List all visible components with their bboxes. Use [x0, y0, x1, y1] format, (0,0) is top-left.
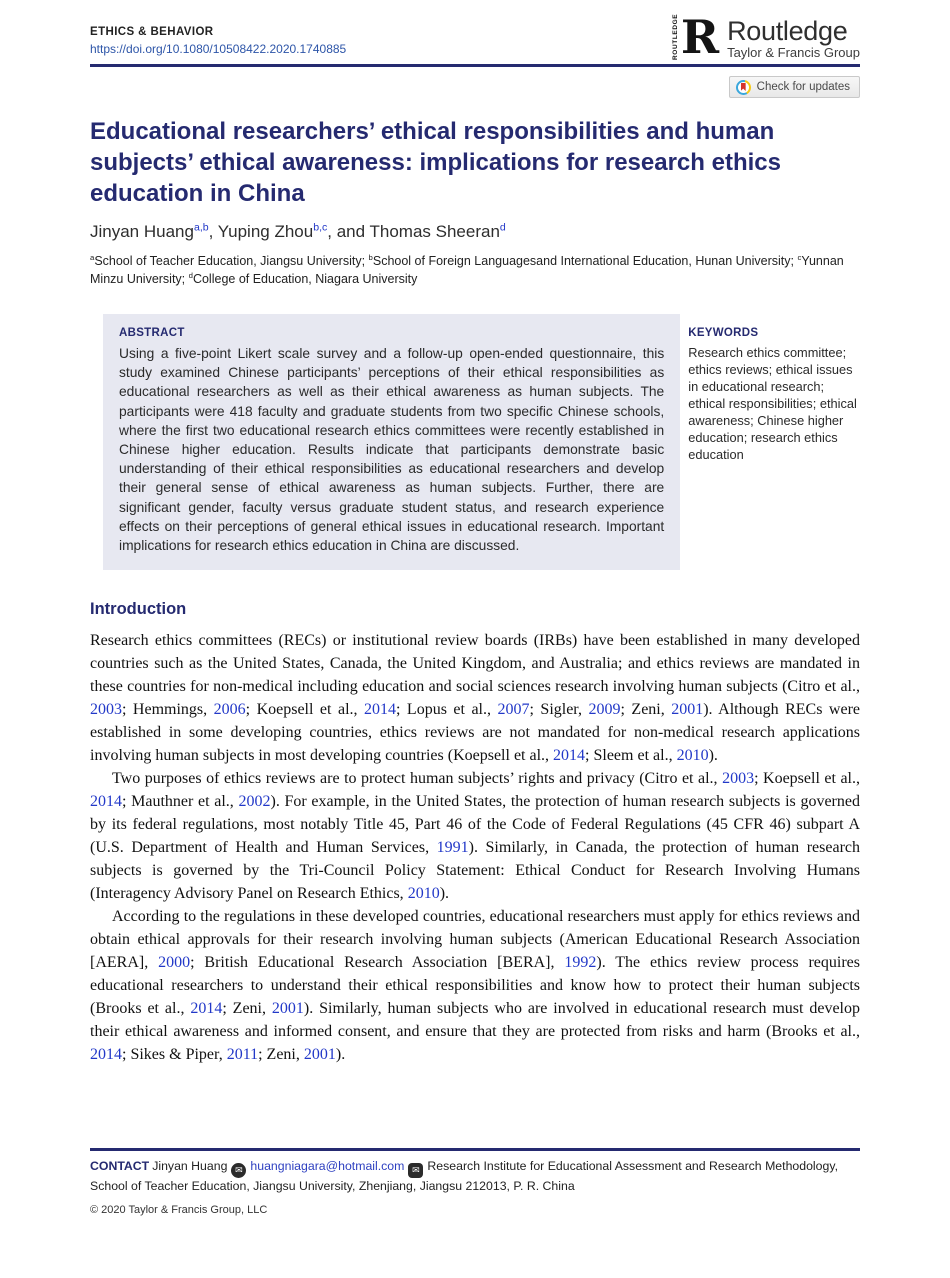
citation-link[interactable]: 2014 [364, 701, 396, 719]
contact-address: Research Institute for Educational Assessment and Research Methodology, School of Teacher Education, Jiangsu University, Zhenjiang, Jiangsu 212013, P. R. China [90, 1158, 838, 1193]
citation-link[interactable]: 2014 [190, 1000, 223, 1018]
text-segment: ). [335, 1046, 346, 1064]
text-segment: a [90, 252, 95, 262]
publisher-logo [672, 10, 860, 64]
citation-link[interactable]: 2006 [213, 701, 246, 719]
citation-link[interactable]: 2003 [722, 770, 755, 788]
text-segment: , Yuping Zhou [208, 222, 314, 241]
citation-link[interactable]: 2001 [271, 1000, 304, 1018]
doi-link[interactable]: https://doi.org/10.1080/10508422.2020.1740885 [90, 42, 347, 56]
citation-link[interactable]: 2007 [497, 701, 530, 719]
address-icon: ✉ [408, 1163, 423, 1178]
journal-name: ETHICS & BEHAVIOR [90, 26, 214, 38]
abstract-label: ABSTRACT [119, 327, 185, 339]
footer [90, 1148, 860, 1216]
text-segment: Two purposes of ethics reviews are to protect human subjects’ rights and privacy (Citro et al., [112, 770, 723, 788]
updates-row [90, 76, 860, 98]
text-segment: ; Sleem et al., [585, 747, 677, 765]
crossmark-icon [736, 80, 751, 95]
text-segment: ). Similarly, human subjects who are involved in educational research must develop their ethical awareness and informed consent, and ensure that they are protected from risks and harm (Brooks et al., [90, 1000, 861, 1041]
text-segment: ; Sigler, [529, 701, 589, 719]
citation-link[interactable]: 2014 [553, 747, 586, 765]
keywords-block [688, 314, 860, 570]
text-segment: ). Similarly, in Canada, the protection of human research subjects is governed by the Tri-Council Policy Statement: Ethical Conduct for Research Involving Humans (Interagency Advisory Panel on Research Ethics, [90, 839, 861, 903]
text-segment: ; Hemmings, [122, 701, 214, 719]
contact-line [90, 1158, 860, 1195]
text-segment: School of Teacher Education, Jiangsu University; [94, 254, 369, 268]
text-segment: ; Koepsell et al., [754, 770, 860, 788]
citation-link[interactable]: a,b [193, 221, 209, 234]
text-segment: d [188, 270, 193, 280]
routledge-vertical-text: ROUTLEDGE [672, 13, 680, 60]
contact-email-link[interactable]: huangniagara@hotmail.com [250, 1158, 405, 1173]
text-segment: , and Thomas Sheeran [327, 222, 500, 241]
text-segment: ). The ethics review process requires educational researchers to understand their ethical responsibilities and know how to protect their human subjects (Brooks et al., [90, 954, 861, 1018]
text-segment: School of Foreign Languagesand International Education, Hunan University; [372, 254, 798, 268]
citation-link[interactable]: 2014 [90, 793, 122, 811]
citation-link[interactable]: 2000 [158, 954, 191, 972]
footer-rule [90, 1148, 860, 1151]
paragraph-3 [90, 905, 860, 1066]
citation-link[interactable]: d [499, 221, 506, 234]
text-segment: ; Sikes & Piper, [122, 1046, 227, 1064]
paragraph-2 [90, 767, 860, 905]
text-segment: ; Zeni, [620, 701, 672, 719]
citation-link[interactable]: 2009 [588, 701, 621, 719]
abstract-box [103, 314, 680, 570]
citation-link[interactable]: 1991 [436, 839, 469, 857]
text-segment: c [797, 252, 802, 262]
text-segment: ; Lopus et al., [396, 701, 498, 719]
header-rule [90, 64, 860, 67]
citation-link[interactable]: b,c [313, 221, 328, 234]
check-for-updates-button[interactable] [729, 76, 860, 98]
copyright: © 2020 Taylor & Francis Group, LLC [90, 1203, 268, 1216]
keywords-label: KEYWORDS [688, 327, 759, 339]
text-segment: Jinyan Huang [90, 222, 194, 241]
author-line [90, 222, 860, 242]
check-for-updates-label: Check for updates [756, 81, 850, 93]
email-icon: ✉ [231, 1163, 246, 1178]
text-segment: Research ethics committees (RECs) or institutional review boards (IRBs) have been established in many developed countries such as the United States, Canada, the United Kingdom, and Australia; and ethics reviews are mandated in these countries for non-medical including education and social sciences research involving human subjects (Citro et al., [90, 632, 860, 696]
text-segment: ; Zeni, [222, 1000, 272, 1018]
affiliations [90, 253, 860, 288]
citation-link[interactable]: 2010 [407, 885, 440, 903]
citation-link[interactable]: 2014 [90, 1046, 122, 1064]
text-segment: ; Zeni, [258, 1046, 304, 1064]
routledge-logo-mark [672, 10, 720, 64]
paragraph-1 [90, 629, 860, 767]
contact-label: CONTACT [90, 1158, 150, 1173]
abstract-text: Using a five-point Likert scale survey and a follow-up open-ended questionnaire, this study examined Chinese participants’ perceptions of their ethical responsibilities as educational researchers as well as their ethical awareness as human subjects. The participants were 418 faculty and graduate students from two specific Chinese schools, where the first two educational research ethics committees were recently established in Chinese higher education. Results indicate that participants demonstrate basic understanding of their ethical responsibilities as educational researchers and develop their general sense of ethical awareness as human subjects. Further, there are significant gender, faculty versus graduate student status, and research experience effects on their perceptions of general ethical issues in educational research. Important implications for research ethics education in China are discussed. [119, 346, 665, 554]
text-segment: ; British Educational Research Association [BERA], [190, 954, 565, 972]
text-segment: ; Koepsell et al., [245, 701, 364, 719]
text-segment: ). Although RECs were established in some developing countries, ethics reviews are not mandated for non-medical research applications involving human subjects in most developing countries (Koepsell et al., [90, 701, 860, 765]
citation-link[interactable]: 2010 [676, 747, 709, 765]
text-segment: Yunnan Minzu University; [90, 254, 844, 286]
text-segment: According to the regulations in these developed countries, educational researchers must apply for ethics reviews and obtain ethical approvals for their research involving human subjects (American Educational Research Association [AERA], [90, 908, 860, 972]
text-segment: ; Mauthner et al., [122, 793, 239, 811]
citation-link[interactable]: 2001 [303, 1046, 336, 1064]
masthead [90, 10, 860, 64]
publisher-wordmark [727, 15, 860, 60]
text-segment: College of Education, Niagara University [192, 271, 418, 286]
citation-link[interactable]: 1992 [564, 954, 597, 972]
citation-link[interactable]: 2011 [226, 1046, 259, 1064]
keywords-text: Research ethics committee; ethics reviews; ethical issues in educational research; ethical responsibilities; ethical awareness; Chinese higher education; research ethics education [688, 345, 857, 462]
routledge-r-icon: R [680, 10, 720, 64]
citation-link[interactable]: 2003 [90, 701, 122, 719]
section-heading-introduction: Introduction [90, 600, 187, 619]
contact-name: Jinyan Huang [152, 1158, 228, 1173]
citation-link[interactable]: 2001 [671, 701, 704, 719]
text-segment: ). [439, 885, 450, 903]
publisher-group: Taylor & Francis Group [727, 44, 860, 60]
publisher-name: Routledge [727, 15, 848, 46]
abstract-keywords-row [90, 314, 860, 570]
text-segment: b [368, 252, 373, 262]
text-segment: ). For example, in the United States, the protection of human research subjects is governed by its federal regulations, most notably Title 45, Part 46 of the Code of Federal Regulations (45 CFR 46) subpart A (U.S. Department of Health and Human Services, [90, 793, 860, 857]
article-title: Educational researchers’ ethical responsibilities and human subjects’ ethical awareness: implications for research ethics education in China [90, 118, 781, 207]
text-segment: ). [708, 747, 718, 765]
citation-link[interactable]: 2002 [238, 793, 271, 811]
